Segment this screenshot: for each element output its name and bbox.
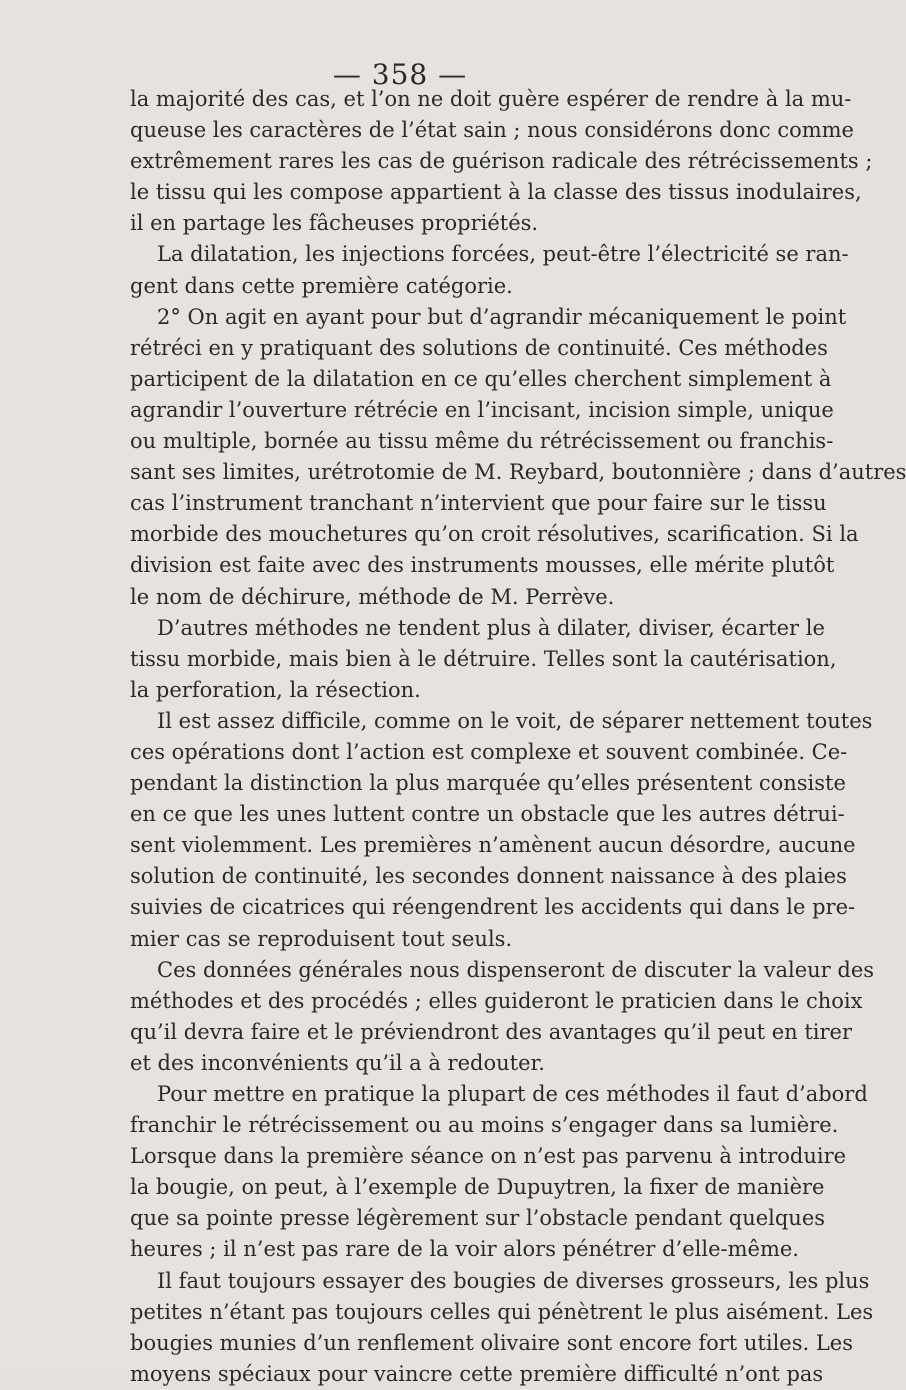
- text-line: pendant la distinction la plus marquée qu’elles présentent consiste: [130, 771, 846, 796]
- text-line: agrandir l’ouverture rétrécie en l’incisant, incision simple, unique: [130, 397, 834, 422]
- paragraph: [130, 84, 873, 239]
- text-line: morbide des mouchetures qu’on croit résolutives, scarification. Si la: [130, 522, 859, 547]
- text-line: cas l’instrument tranchant n’intervient que pour faire sur le tissu: [130, 491, 827, 516]
- text-line: petites n’étant pas toujours celles qui pénètrent le plus aisément. Les: [130, 1299, 874, 1324]
- text-line: la bougie, on peut, à l’exemple de Dupuytren, la fixer de manière: [130, 1175, 825, 1200]
- text-line: Il faut toujours essayer des bougies de diverses grosseurs, les plus: [157, 1268, 870, 1293]
- text-line: 2° On agit en ayant pour but d’agrandir mécaniquement le point: [157, 304, 847, 329]
- body-text: [130, 84, 906, 1390]
- text-line: extrêmement rares les cas de guérison radicale des rétrécissements ;: [130, 149, 873, 174]
- text-line: solution de continuité, les secondes donnent naissance à des plaies: [130, 864, 847, 889]
- text-line: gent dans cette première catégorie.: [130, 273, 513, 298]
- text-line: sent violemment. Les premières n’amènent aucun désordre, aucune: [130, 833, 856, 858]
- text-line: queuse les caractères de l’état sain ; nous considérons donc comme: [130, 118, 854, 143]
- text-line: méthodes et des procédés ; elles guideront le praticien dans le choix: [130, 988, 863, 1013]
- text-line: mier cas se reproduisent tout seuls.: [130, 926, 513, 951]
- text-line: et des inconvénients qu’il a à redouter.: [130, 1050, 545, 1075]
- text-line: heures ; il n’est pas rare de la voir alors pénétrer d’elle-même.: [130, 1237, 799, 1262]
- paragraph: [130, 706, 873, 955]
- text-line: rétréci en y pratiquant des solutions de continuité. Ces méthodes: [130, 335, 828, 360]
- text-line: il en partage les fâcheuses propriétés.: [130, 211, 539, 236]
- text-line: en ce que les unes luttent contre un obstacle que les autres détrui-: [130, 802, 845, 827]
- text-line: moyens spéciaux pour vaincre cette première difficulté n’ont pas: [130, 1361, 824, 1386]
- text-line: qu’il devra faire et le préviendront des avantages qu’il peut en tirer: [130, 1019, 853, 1044]
- text-line: Il est assez difficile, comme on le voit, de séparer nettement toutes: [157, 708, 873, 733]
- text-line: ou multiple, bornée au tissu même du rétrécissement ou franchis-: [130, 429, 834, 454]
- text-line: Pour mettre en pratique la plupart de ces méthodes il faut d’abord: [157, 1082, 868, 1106]
- text-line: D’autres méthodes ne tendent plus à dilater, diviser, écarter le: [157, 615, 825, 640]
- text-line: la perforation, la résection.: [130, 677, 421, 702]
- paragraph: [130, 955, 875, 1079]
- text-line: suivies de cicatrices qui réengendrent les accidents qui dans le pre-: [130, 895, 856, 920]
- paragraph: [130, 1079, 868, 1266]
- page-number: — 358 —: [332, 58, 468, 91]
- text-line: le nom de déchirure, méthode de M. Perrève.: [130, 584, 615, 609]
- text-line: Ces données générales nous dispenseront de discuter la valeur des: [157, 957, 875, 982]
- paragraph: [130, 1266, 874, 1390]
- text-line: que sa pointe presse légèrement sur l’obstacle pendant quelques: [130, 1206, 826, 1231]
- text-line: bougies munies d’un renflement olivaire sont encore fort utiles. Les: [130, 1330, 854, 1355]
- paragraph: [130, 613, 837, 706]
- text-line: ces opérations dont l’action est complexe et souvent combinée. Ce-: [130, 739, 848, 764]
- text-line: franchir le rétrécissement ou au moins s’engager dans sa lumière.: [130, 1113, 839, 1138]
- text-line: participent de la dilatation en ce qu’elles cherchent simplement à: [130, 366, 832, 391]
- text-line: le tissu qui les compose appartient à la classe des tissus inodulaires,: [130, 180, 862, 205]
- text-line: la majorité des cas, et l’on ne doit guère espérer de rendre à la mu-: [130, 87, 852, 111]
- text-line: Lorsque dans la première séance on n’est pas parvenu à introduire: [130, 1144, 847, 1169]
- text-line: tissu morbide, mais bien à le détruire. Telles sont la cautérisation,: [130, 646, 837, 671]
- paragraph: [130, 302, 906, 613]
- paragraph: [130, 239, 849, 301]
- text-line: La dilatation, les injections forcées, peut-être l’électricité se ran-: [157, 242, 849, 267]
- text-line: division est faite avec des instruments mousses, elle mérite plutôt: [130, 553, 835, 578]
- text-line: sant ses limites, urétrotomie de M. Reybard, boutonnière ; dans d’autres: [130, 460, 906, 485]
